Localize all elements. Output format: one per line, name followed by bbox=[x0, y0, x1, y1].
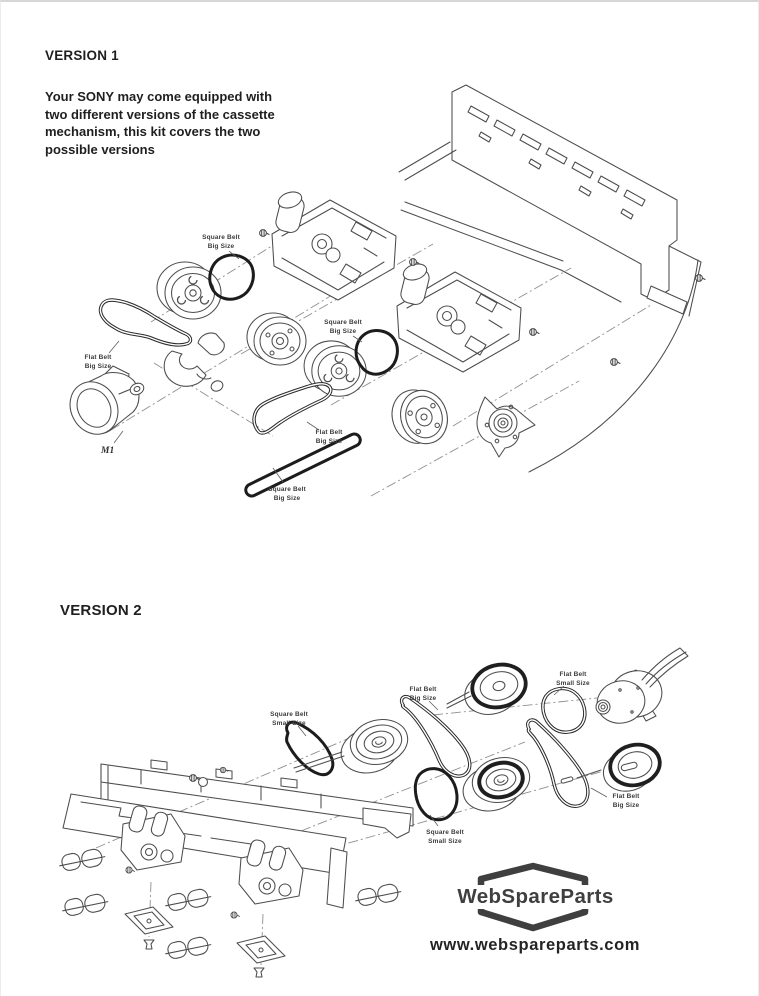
shield-plate-2 bbox=[237, 936, 285, 963]
capstan-assembly-2 bbox=[397, 261, 521, 372]
label-motor-m1: M1 bbox=[101, 446, 115, 456]
svg-text:Small Size: Small Size bbox=[272, 720, 306, 727]
motor bbox=[593, 648, 688, 728]
mount-screw-down-2 bbox=[254, 968, 264, 977]
holed-pulley bbox=[385, 381, 454, 452]
label-flat-belt-big-left: Flat Belt bbox=[84, 354, 112, 361]
description-line: Your SONY may come equipped with bbox=[45, 89, 273, 104]
square-belt-small-bottom bbox=[415, 769, 457, 820]
svg-text:Big Size: Big Size bbox=[315, 438, 343, 445]
capstan-assembly-1 bbox=[272, 189, 396, 300]
middle-pulley bbox=[247, 313, 306, 365]
clamp-bracket bbox=[164, 333, 224, 386]
flat-belt-big-2 bbox=[528, 720, 588, 806]
webspareparts-logo bbox=[453, 858, 618, 938]
square-belt-small-left bbox=[287, 722, 333, 774]
square-belt-big-mid bbox=[356, 331, 397, 375]
flat-belt-small bbox=[543, 689, 585, 733]
chassis-frame bbox=[63, 760, 413, 908]
svg-text:Big Size: Big Size bbox=[409, 695, 437, 702]
flat-belt-big-mid bbox=[254, 384, 331, 433]
description-line: mechanism, this kit covers the two bbox=[45, 124, 261, 139]
description-line: possible versions bbox=[45, 141, 155, 157]
pinch-rollers bbox=[58, 846, 403, 963]
mount-screw-down-1 bbox=[144, 940, 154, 949]
label-flat-belt-big-mid: Flat Belt bbox=[315, 429, 343, 436]
label-flat-belt-big-top: Flat Belt bbox=[409, 686, 437, 693]
svg-text:Big Size: Big Size bbox=[612, 802, 640, 809]
svg-text:Big Size: Big Size bbox=[329, 328, 357, 335]
square-belt-big-top bbox=[210, 255, 254, 299]
pulley-1 bbox=[335, 714, 414, 779]
version1-exploded-diagram bbox=[1, 62, 759, 532]
description-line: two different versions of the cassette bbox=[45, 106, 275, 122]
svg-text:Big Size: Big Size bbox=[207, 243, 235, 250]
svg-text:Small Size: Small Size bbox=[556, 680, 590, 687]
pulley-4 bbox=[598, 740, 665, 797]
svg-text:Big Size: Big Size bbox=[84, 363, 112, 370]
version2-title: VERSION 2 bbox=[60, 602, 142, 619]
label-square-belt-big-mid: Square Belt bbox=[324, 319, 362, 326]
label-flat-belt-big-right: Flat Belt bbox=[612, 793, 640, 800]
label-square-belt-small-bottom: Square Belt bbox=[426, 829, 464, 836]
label-flat-belt-small: Flat Belt bbox=[559, 671, 587, 678]
label-square-belt-big-top: Square Belt bbox=[202, 234, 240, 241]
svg-text:Small Size: Small Size bbox=[428, 838, 462, 845]
version1-title: VERSION 1 bbox=[45, 48, 119, 63]
svg-text:Big Size: Big Size bbox=[273, 495, 301, 502]
website-url: www.webspareparts.com bbox=[429, 936, 641, 954]
shield-plate-1 bbox=[125, 907, 173, 934]
label-square-belt-big-bottom: Square Belt bbox=[268, 486, 306, 493]
flat-belt-big-1 bbox=[402, 697, 470, 777]
flange-mount bbox=[477, 397, 535, 457]
version2-exploded-diagram bbox=[1, 632, 759, 996]
label-square-belt-small-left: Square Belt bbox=[270, 711, 308, 718]
logo-text: WebSpareParts bbox=[454, 885, 616, 909]
